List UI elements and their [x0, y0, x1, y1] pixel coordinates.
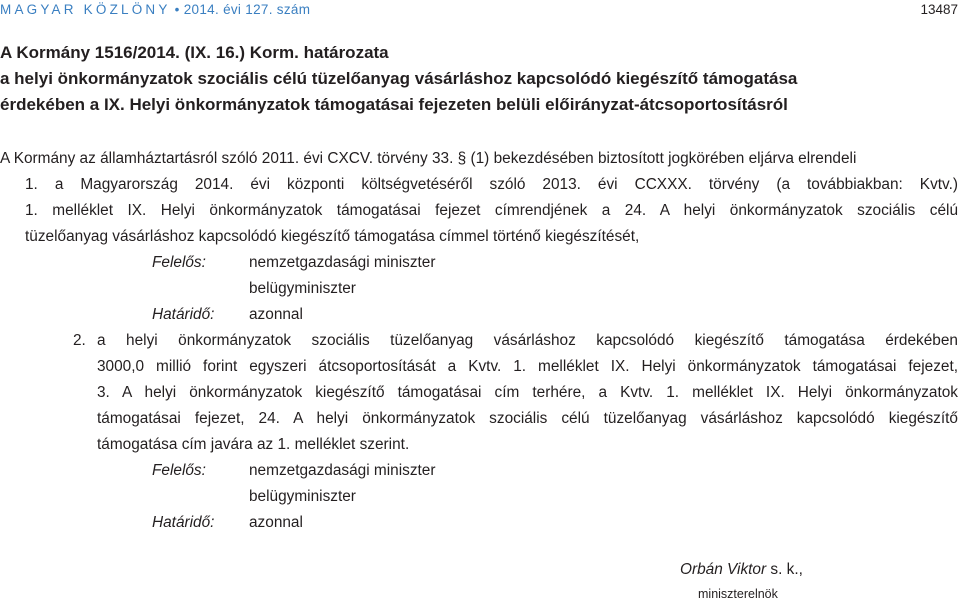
item-2-line-5: támogatása cím javára az 1. melléklet szerint. [97, 436, 410, 453]
bullet-separator: • [174, 2, 180, 17]
page-header [0, 2, 960, 24]
responsible-value: belügyminiszter [249, 280, 356, 297]
deadline-value: azonnal [249, 306, 303, 323]
deadline-label: Határidő: [152, 514, 215, 531]
responsible-value: nemzetgazdasági miniszter [249, 462, 436, 479]
responsible-label: Felelős: [152, 254, 206, 271]
item-2-deadline [0, 510, 958, 536]
item-1 [0, 172, 958, 250]
item-2-responsible [0, 458, 958, 484]
signatory-name: Orbán Viktor [680, 561, 767, 578]
item-2-responsible-2 [0, 484, 958, 510]
signature-block [680, 561, 803, 601]
item-1-line-3: tüzelőanyag vásárláshoz kapcsolódó kiegészítő támogatása címmel történő kiegészítését, [25, 228, 640, 245]
issue-number: 2014. évi 127. szám [183, 2, 311, 17]
decree-title [0, 40, 958, 118]
signature-suffix: s. k., [766, 561, 803, 578]
item-2-line-2: 3000,0 millió forint egyszeri átcsoportosítását a Kvtv. 1. melléklet IX. Helyi önkormányzatok támogatásai fejezet, [97, 358, 958, 375]
deadline-label: Határidő: [152, 306, 215, 323]
item-2 [0, 328, 958, 458]
deadline-value: azonnal [249, 514, 303, 531]
title-line-3: érdekében a IX. Helyi önkormányzatok támogatásai fejezeten belüli előirányzat-átcsoportosításról [0, 95, 788, 114]
intro-paragraph: A Kormány az államháztartásról szóló 2011. évi CXCV. törvény 33. § (1) bekezdésében biztosított jogkörében eljárva elrendeli [0, 150, 857, 167]
title-line-2: a helyi önkormányzatok szociális célú tüzelőanyag vásárláshoz kapcsolódó kiegészítő támogatása [0, 69, 798, 88]
responsible-value: belügyminiszter [249, 488, 356, 505]
item-1-deadline [0, 302, 958, 328]
item-1-responsible [0, 250, 958, 276]
item-2-line-4: támogatásai fejezet, 24. A helyi önkormányzatok szociális célú tüzelőanyag vásárláshoz kapcsolódó kiegészítő [97, 410, 958, 427]
title-line-1: A Kormány 1516/2014. (IX. 16.) Korm. határozata [0, 43, 389, 62]
item-2-number: 2. [73, 332, 86, 349]
item-1-line-2: 1. melléklet IX. Helyi önkormányzatok támogatásai fejezet címrendjének a 24. A helyi önkormányzatok szociális célú [25, 202, 958, 219]
responsible-value: nemzetgazdasági miniszter [249, 254, 436, 271]
item-2-line-1: a helyi önkormányzatok szociális tüzelőanyag vásárláshoz kapcsolódó kiegészítő támogatása érdekében [97, 332, 958, 349]
decree-body [0, 146, 958, 536]
journal-name: MAGYAR KÖZLÖNY [0, 2, 171, 17]
signatory-position: miniszterelnök [698, 587, 778, 601]
item-1-line-1: 1. a Magyarország 2014. évi központi költségvetéséről szóló 2013. évi CCXXX. törvény (a továbbiakban: Kvtv.) [25, 176, 958, 193]
item-1-responsible-2 [0, 276, 958, 302]
journal-info [0, 2, 310, 17]
responsible-label: Felelős: [152, 462, 206, 479]
page-number: 13487 [920, 2, 958, 17]
item-2-line-3: 3. A helyi önkormányzatok kiegészítő támogatásai cím terhére, a Kvtv. 1. melléklet IX. Helyi önkormányzatok [97, 384, 958, 401]
